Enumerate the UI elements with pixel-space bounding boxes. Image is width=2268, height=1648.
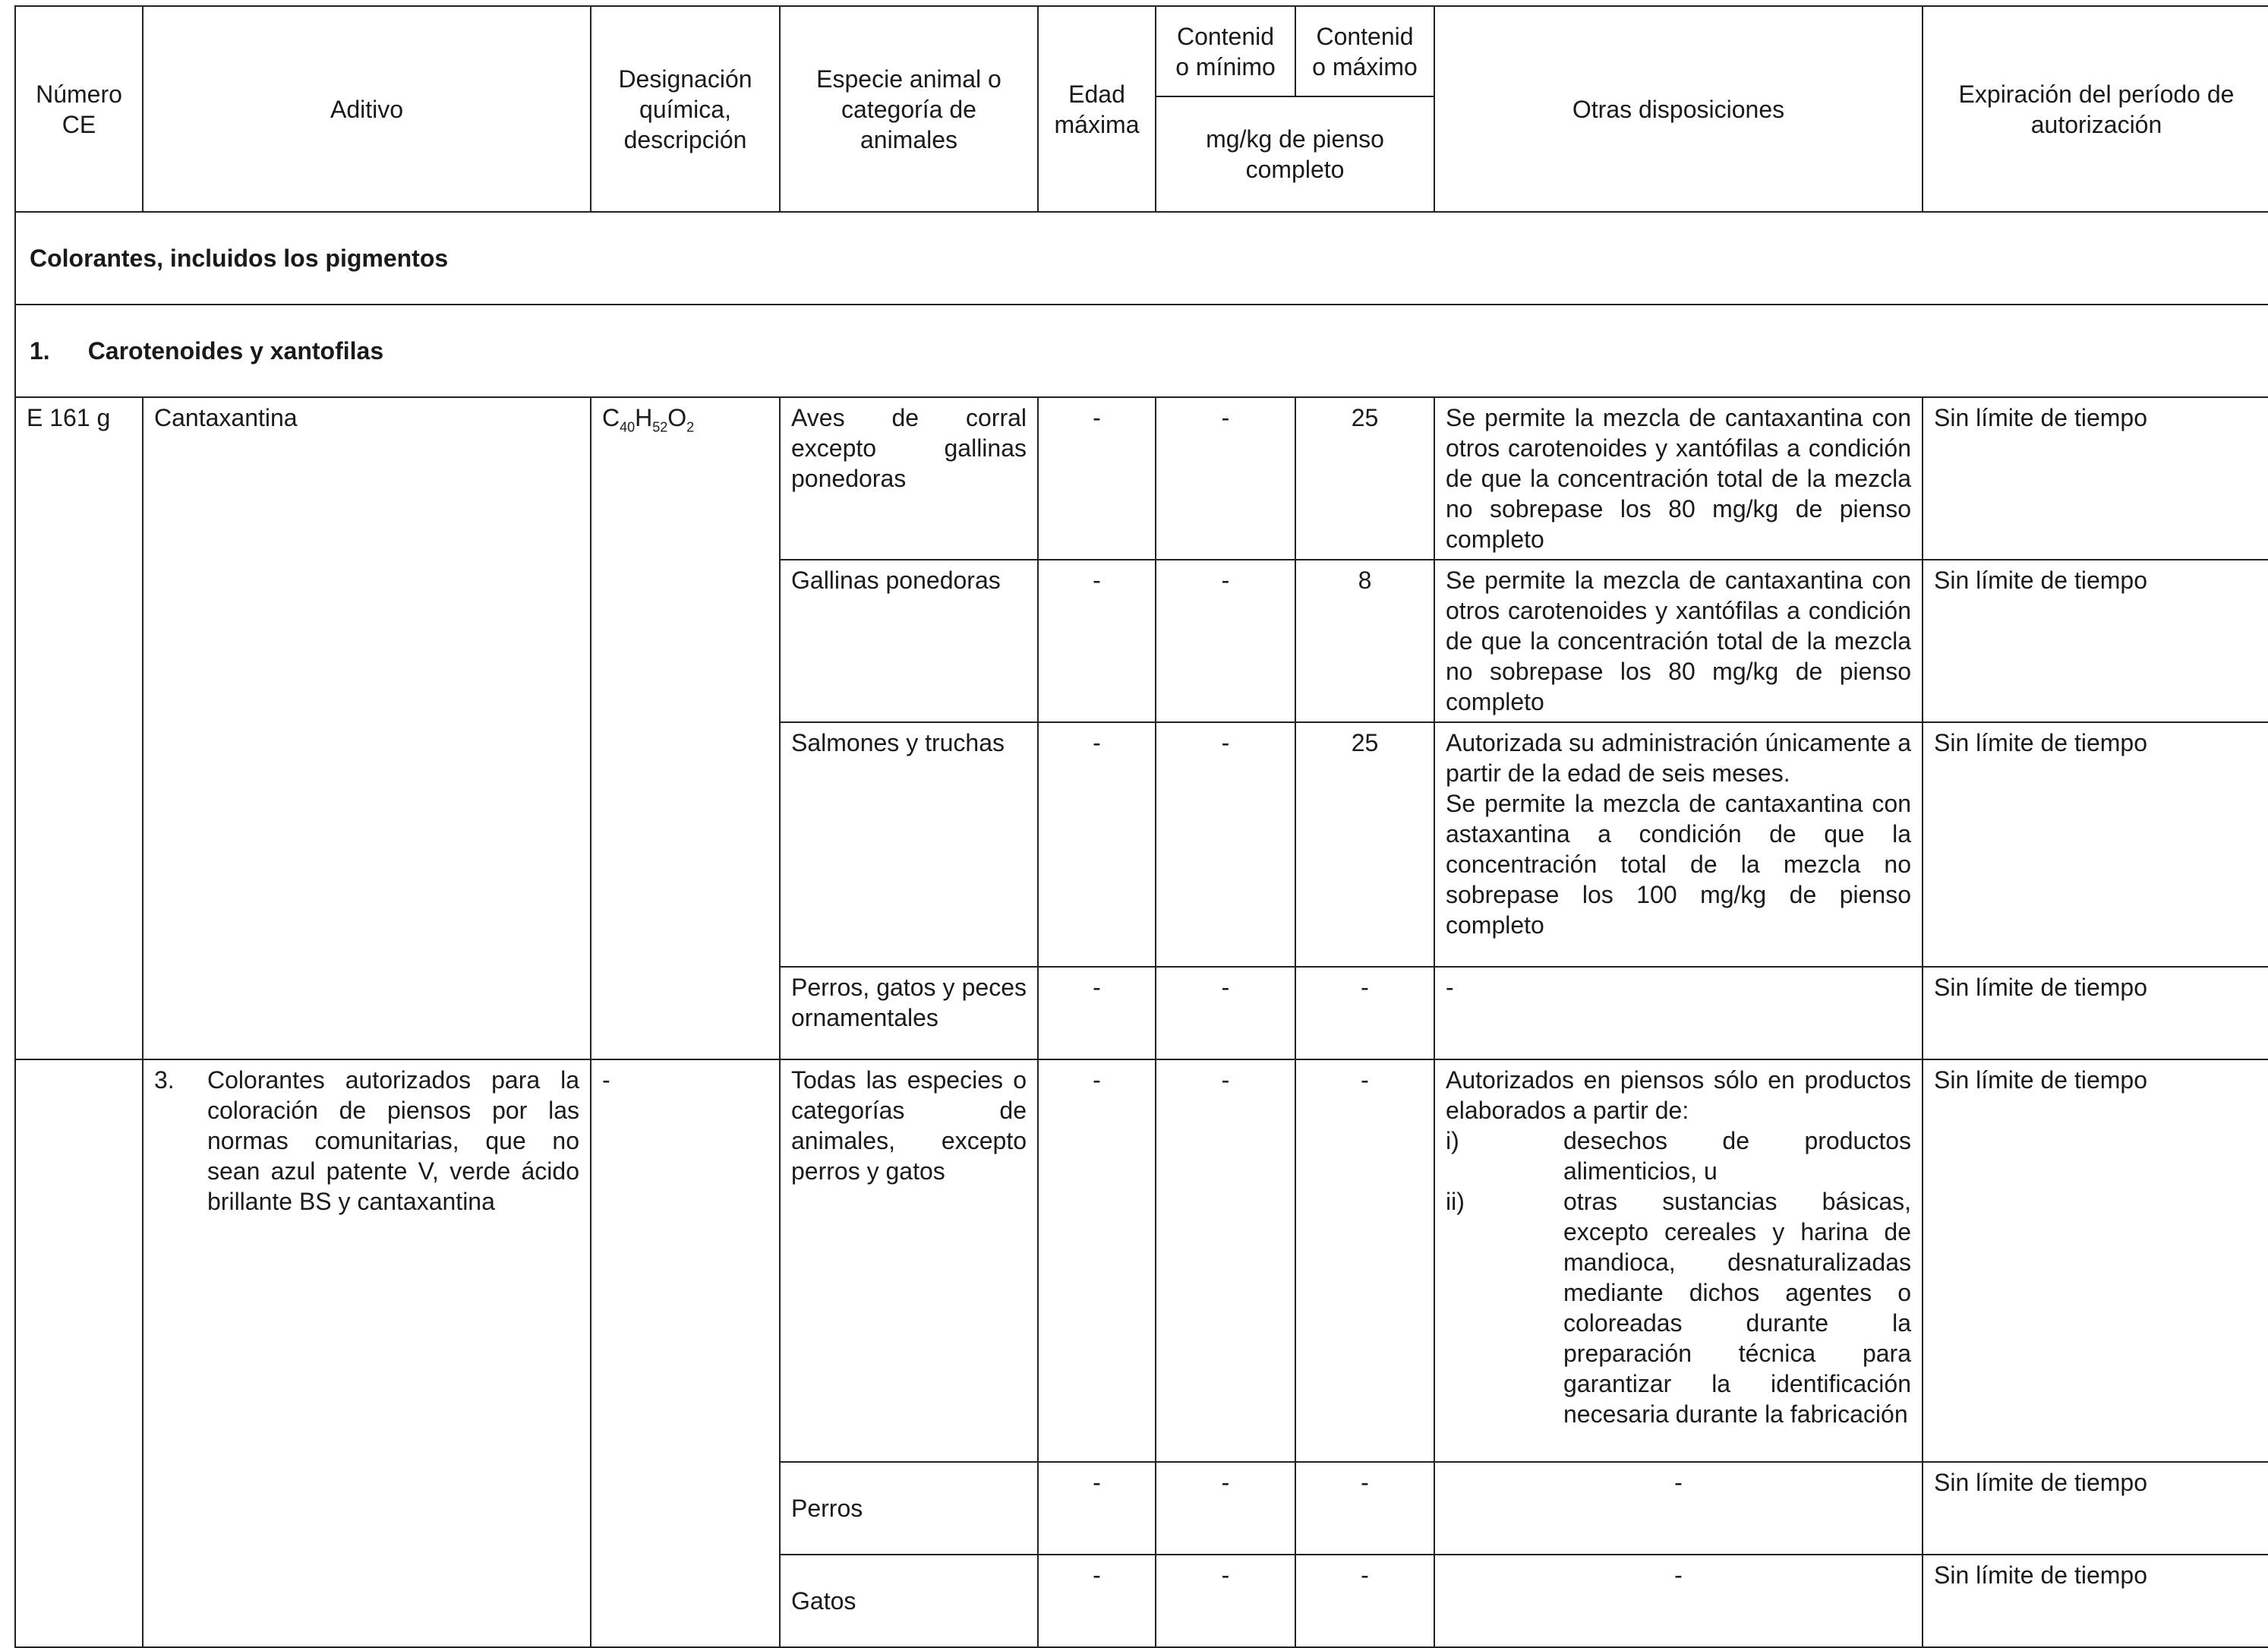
- aditivo-number: 3.: [154, 1066, 175, 1094]
- header-contenido-minimo: Contenid o mínimo: [1156, 6, 1295, 96]
- edad-cell: -: [1038, 967, 1156, 1059]
- otras-cell: -: [1434, 1555, 1923, 1647]
- edad-cell: -: [1038, 1555, 1156, 1647]
- expiracion-cell: Sin límite de tiempo: [1923, 1059, 2268, 1462]
- numero-ce-cell: [15, 1059, 143, 1647]
- list-text: desechos de productos alimenticios, u: [1563, 1127, 1911, 1185]
- header-especie: Especie animal o categoría de animales: [780, 6, 1038, 212]
- list-text: otras sustancias básicas, excepto cereales y harina de mandioca, desnaturalizadas mediante dichos agentes o coloreadas durante la preparación técnica para garantizar la identificación necesaria durante la fabricación: [1563, 1188, 1911, 1428]
- header-row: [15, 6, 2268, 96]
- authorization-table: [14, 5, 2268, 1648]
- otras-cell: [1434, 722, 1923, 967]
- header-expiracion: Expiración del período de autorización: [1923, 6, 2268, 212]
- table-row: [15, 1059, 2268, 1462]
- max-cell: -: [1295, 1462, 1434, 1555]
- max-cell: 25: [1295, 397, 1434, 560]
- header-unidad: mg/kg de pienso completo: [1156, 96, 1434, 212]
- list-item: [1446, 1186, 1911, 1429]
- header-numero-ce: Número CE: [15, 6, 143, 212]
- section-carotenoides-title: Carotenoides y xantofilas: [87, 337, 384, 365]
- min-cell: -: [1156, 967, 1295, 1059]
- especie-cell: Aves de corral excepto gallinas ponedoras: [780, 397, 1038, 560]
- otras-cell: Se permite la mezcla de cantaxantina con otros carotenoides y xantófilas a condición de que la concentración total de la mezcla no sobrepase los 80 mg/kg de pienso completo: [1434, 397, 1923, 560]
- min-cell: -: [1156, 1059, 1295, 1462]
- table-row: [15, 397, 2268, 560]
- especie-cell: Gatos: [780, 1555, 1038, 1647]
- aditivo-cell: [143, 1059, 591, 1647]
- max-cell: 25: [1295, 722, 1434, 967]
- otras-cell: -: [1434, 1462, 1923, 1555]
- aditivo-text: Colorantes autorizados para la coloración de piensos por las normas comunitarias, que no sean azul patente V, verde ácido brillante BS y cantaxantina: [207, 1066, 579, 1215]
- otras-cell: -: [1434, 967, 1923, 1059]
- max-cell: -: [1295, 967, 1434, 1059]
- edad-cell: -: [1038, 560, 1156, 722]
- min-cell: -: [1156, 722, 1295, 967]
- section-colorantes-row: [15, 212, 2268, 305]
- expiracion-cell: Sin límite de tiempo: [1923, 1462, 2268, 1555]
- section-carotenoides-number: 1.: [30, 337, 50, 365]
- min-cell: -: [1156, 1462, 1295, 1555]
- list-item: [1446, 1126, 1911, 1186]
- header-aditivo: Aditivo: [143, 6, 591, 212]
- max-cell: 8: [1295, 560, 1434, 722]
- header-edad: Edad máxima: [1038, 6, 1156, 212]
- edad-cell: -: [1038, 1462, 1156, 1555]
- otras-intro: Autorizados en piensos sólo en productos elaborados a partir de:: [1446, 1066, 1911, 1124]
- expiracion-cell: Sin límite de tiempo: [1923, 560, 2268, 722]
- section-carotenoides: [15, 305, 2268, 397]
- edad-cell: -: [1038, 722, 1156, 967]
- list-marker: ii): [1446, 1188, 1465, 1215]
- expiracion-cell: Sin límite de tiempo: [1923, 1555, 2268, 1647]
- expiracion-cell: Sin límite de tiempo: [1923, 722, 2268, 967]
- especie-cell: Gallinas ponedoras: [780, 560, 1038, 722]
- min-cell: -: [1156, 560, 1295, 722]
- max-cell: -: [1295, 1555, 1434, 1647]
- header-designacion: Designación química, descripción: [591, 6, 780, 212]
- otras-cell: Se permite la mezcla de cantaxantina con otros carotenoides y xantófilas a condición de que la concentración total de la mezcla no sobrepase los 80 mg/kg de pienso completo: [1434, 560, 1923, 722]
- aditivo-cell: Cantaxantina: [143, 397, 591, 1059]
- especie-cell: Perros, gatos y peces ornamentales: [780, 967, 1038, 1059]
- otras-paragraph: Se permite la mezcla de cantaxantina con astaxantina a condición de que la concentración total de la mezcla no sobrepase los 100 mg/kg de pienso completo: [1446, 790, 1911, 939]
- expiracion-cell: Sin límite de tiempo: [1923, 397, 2268, 560]
- header-otras: Otras disposiciones: [1434, 6, 1923, 212]
- section-colorantes: Colorantes, incluidos los pigmentos: [15, 212, 2268, 305]
- especie-cell: Todas las especies o categorías de animales, excepto perros y gatos: [780, 1059, 1038, 1462]
- min-cell: -: [1156, 1555, 1295, 1647]
- expiracion-cell: Sin límite de tiempo: [1923, 967, 2268, 1059]
- list-marker: i): [1446, 1127, 1459, 1154]
- designacion-cell: -: [591, 1059, 780, 1647]
- especie-cell: Salmones y truchas: [780, 722, 1038, 967]
- otras-paragraph: Autorizada su administración únicamente a partir de la edad de seis meses.: [1446, 729, 1911, 787]
- edad-cell: -: [1038, 397, 1156, 560]
- otras-cell: [1434, 1059, 1923, 1462]
- edad-cell: -: [1038, 1059, 1156, 1462]
- max-cell: -: [1295, 1059, 1434, 1462]
- min-cell: -: [1156, 397, 1295, 560]
- section-carotenoides-row: [15, 305, 2268, 397]
- formula-cell: $C_{40}H_{52}O_2$: [591, 397, 780, 1059]
- especie-cell: Perros: [780, 1462, 1038, 1555]
- header-contenido-maximo: Contenid o máximo: [1295, 6, 1434, 96]
- numero-ce-cell: E 161 g: [15, 397, 143, 1059]
